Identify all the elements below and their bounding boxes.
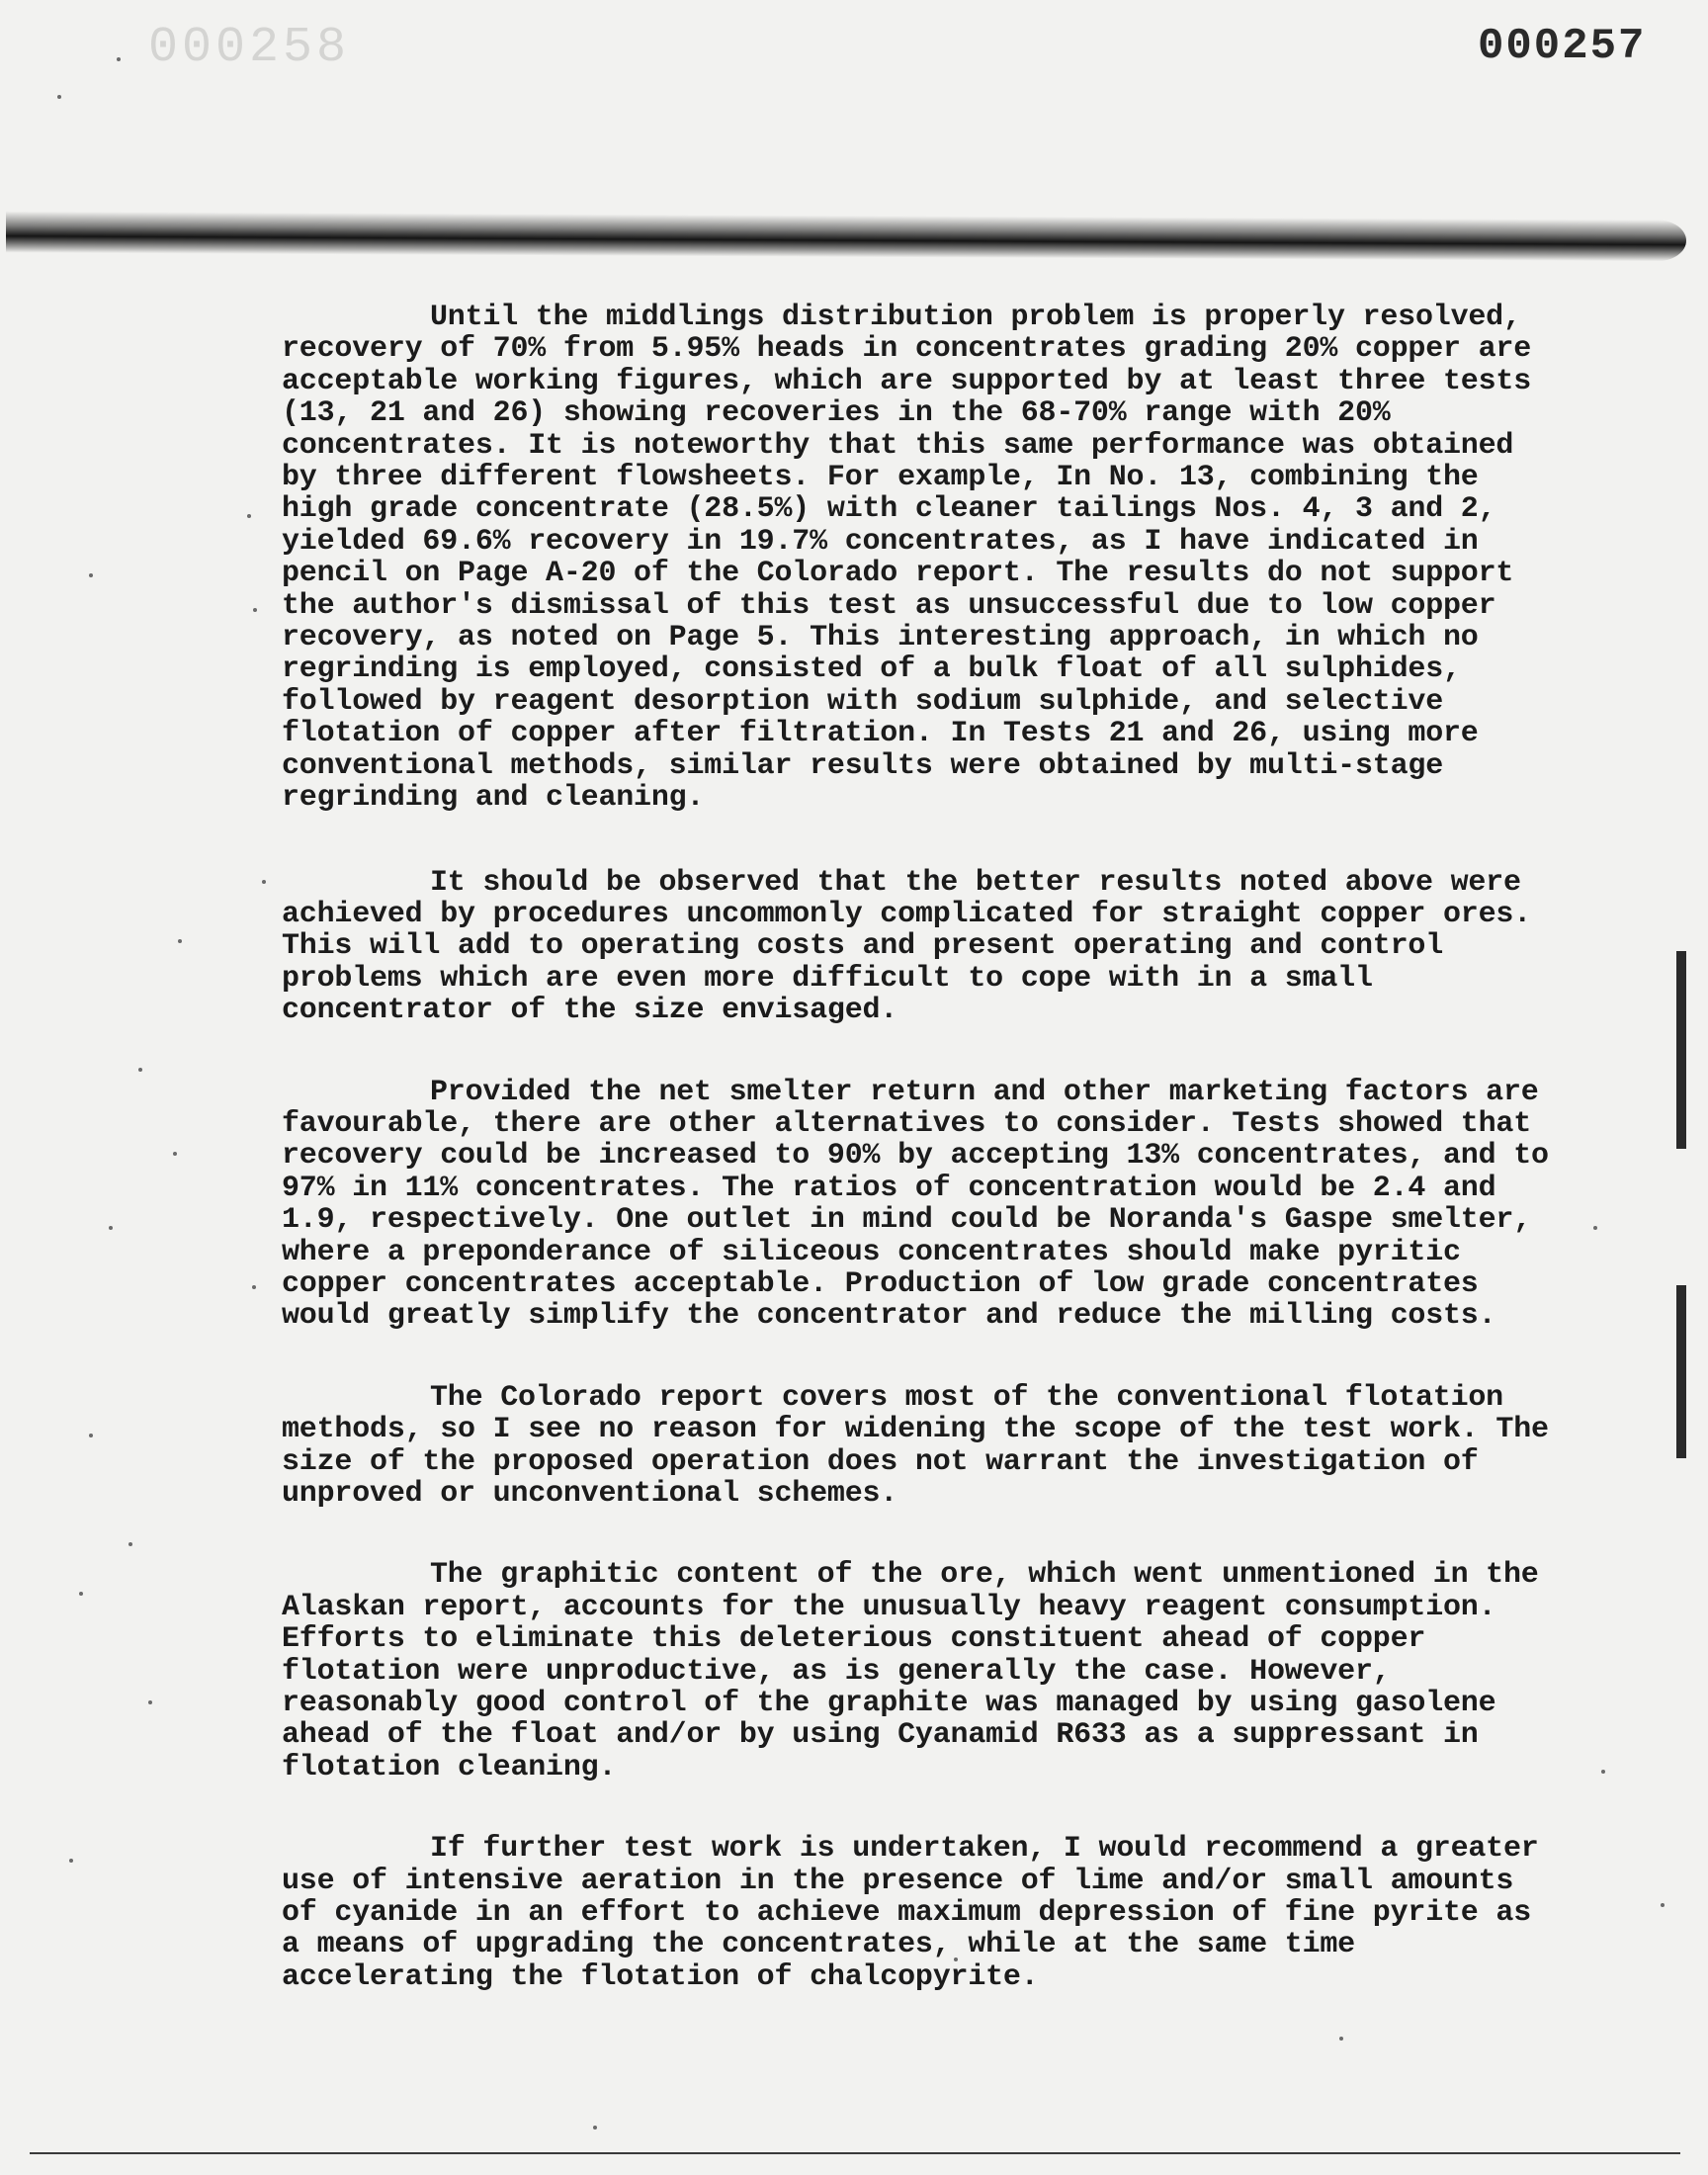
scan-speck [262,880,266,884]
scan-shadow-bar [6,212,1686,262]
scan-speck [89,1434,93,1437]
scan-speck [1601,1770,1605,1774]
scan-speck [178,939,182,943]
scan-edge-mark [1676,1285,1686,1458]
paragraph-further-test-work: If further test work is undertaken, I would recommend a greater use of intensive aeration in the presence of lime and/or small amounts of cyanide in an effort to achieve maximum depression of fine pyrite as a means of upgrading the concentrates, while at the same time accelerating the flotation of chalcopyrite. [282,1832,1539,1994]
letter-body [282,302,1562,2043]
paragraph-complicated-procedures: It should be observed that the better results noted above were achieved by procedures uncommonly complicated for straight copper ores. This will add to operating costs and present operating and control problems which are even more difficult to cope with in a small concentrator of the size envisaged. [282,865,1532,1028]
paragraph-graphitic-content: The graphitic content of the ore, which went unmentioned in the Alaskan report, accounts for the unusually heavy reagent consumption. Efforts to eliminate this deleterious constituent ahead of copper flotation were unproductive, as is generally the case. However, reasonably good control of the graphite was managed by using gasolene ahead of the float and/or by using Cyanamid R633 as a suppressant in flotation cleaning. [282,1558,1539,1784]
scan-speck [69,1859,73,1863]
paragraph-marketing-alternatives: Provided the net smelter return and other marketing factors are favourable, there are other alternatives to consider. Tests showed that recovery could be increased to 90% by accepting 13% concentrates, and to 97% in 11% concentrates. The ratios of concentration would be 2.4 and 1.9, respectively. One outlet in mind could be Noranda's Gaspe smelter, where a preponderance of siliceous concentrates should make pyritic copper concentrates acceptable. Production of low grade concentrates would greatly simplify the concentrator and reduce the milling costs. [282,1075,1549,1334]
paragraph-middlings-recovery: Until the middlings distribution problem is properly resolved, recovery of 70% from 5.95% heads in concentrates grading 20% copper are acceptable working figures, which are supported by at least three tests (13, 21 and 26) showing recoveries in the 68-70% range with 20% concentrates. It is noteworthy that this same performance was obtained by three different flowsheets. For example, In No. 13, combining the high grade concentrate (28.5%) with cleaner tailings Nos. 4, 3 and 2, yielded 69.6% recovery in 19.7% concentrates, as I have indicated in pencil on Page A-20 of the Colorado report. The results do not support the author's dismissal of this test as unsuccessful due to low copper recovery, as noted on Page 5. This interesting approach, in which no regrinding is employed, consisted of a bulk float of all sulphides, followed by reagent desorption with sodium sulphide, and selective flotation of copper after filtration. In Tests 21 and 26, using more conventional methods, similar results were obtained by multi-stage regrinding and cleaning. [282,301,1532,816]
scan-speck [252,1285,256,1289]
scan-speck [109,1226,113,1230]
scan-speck [79,1592,83,1596]
bottom-rule [30,2152,1680,2154]
scan-speck [57,95,61,99]
scan-speck [593,2126,597,2130]
scan-speck [253,608,257,612]
scan-speck [148,1700,152,1704]
scan-speck [117,57,121,61]
scan-speck [173,1152,177,1156]
scan-edge-mark [1676,951,1686,1149]
scan-speck [89,573,93,577]
bates-page-number: 000257 [1478,22,1647,71]
scan-speck [138,1068,142,1072]
scan-speck [1593,1226,1597,1230]
paragraph-colorado-report-scope: The Colorado report covers most of the conventional flotation methods, so I see no reason for widening the scope of the test work. The size of the proposed operation does not warrant the investigation of unproved or unconventional schemes. [282,1380,1549,1511]
ghost-page-number: 000258 [148,20,351,76]
scan-speck [1661,1903,1665,1907]
scan-speck [247,514,251,518]
scan-speck [128,1542,132,1546]
